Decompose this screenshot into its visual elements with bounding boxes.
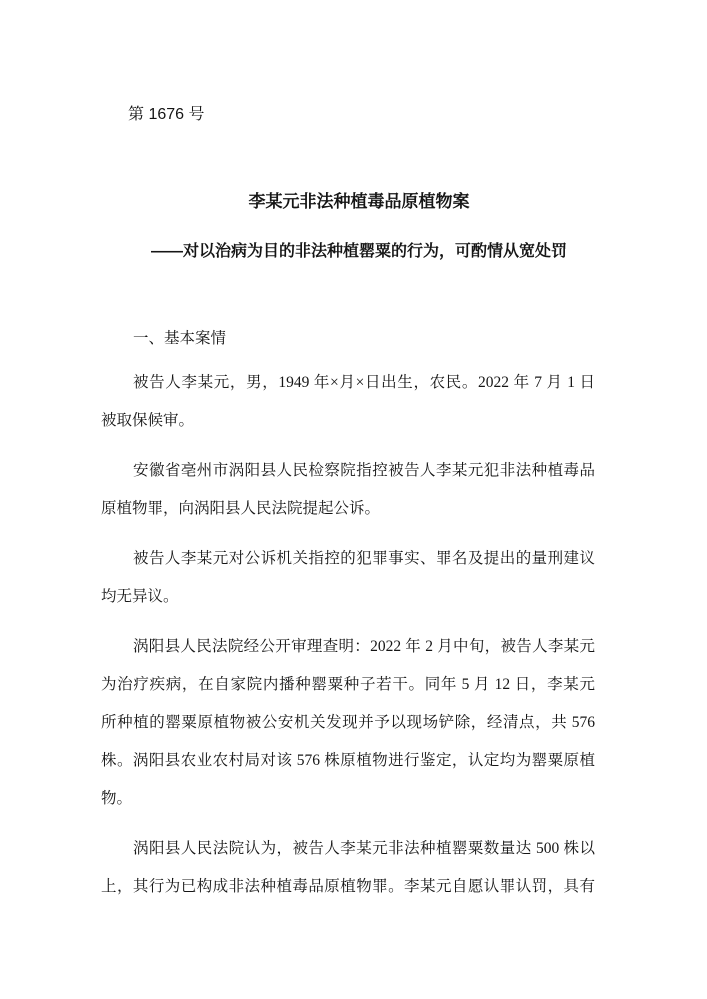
text-line: 被告人李某元对公诉机关指控的犯罪事实、罪名及提出的量刑建议 — [133, 550, 595, 567]
text-line: 物。 — [101, 790, 133, 807]
paragraph — [101, 364, 595, 440]
text-line: 为治疗疾病，在自家院内播种罂粟种子若干。同年 5 月 12 日，李某元 — [101, 676, 595, 693]
text-line: 原植物罪，向涡阳县人民法院提起公诉。 — [101, 500, 381, 517]
text-line: 株。涡阳县农业农村局对该 576 株原植物进行鉴定，认定均为罂粟原植 — [101, 752, 595, 769]
section-heading-text: 一、基本案情 — [133, 330, 227, 347]
text-line: 上，其行为已构成非法种植毒品原植物罪。李某元自愿认罪认罚，具有 — [101, 878, 595, 895]
paragraph — [101, 830, 595, 906]
text-line: 所种植的罂粟原植物被公安机关发现并予以现场铲除，经清点，共 576 — [101, 714, 595, 731]
section-heading — [101, 320, 595, 358]
text-line: 被取保候审。 — [101, 412, 195, 429]
paragraph — [101, 452, 595, 528]
case-title: 李某元非法种植毒品原植物案 — [248, 192, 470, 211]
text-line: 涡阳县人民法院认为，被告人李某元非法种植罂粟数量达 500 株以 — [133, 840, 595, 857]
doc-number: 第 1676 号 — [128, 106, 205, 123]
document-content — [0, 106, 707, 906]
paragraph — [101, 540, 595, 616]
case-subtitle: ——对以治病为目的非法种植罂粟的行为，可酌情从宽处罚 — [150, 243, 567, 260]
text-line: 安徽省亳州市涡阳县人民检察院指控被告人李某元犯非法种植毒品 — [133, 462, 595, 479]
paragraph — [101, 628, 595, 818]
text-line: 均无异议。 — [101, 588, 179, 605]
text-line: 涡阳县人民法院经公开审理查明：2022 年 2 月中旬，被告人李某元 — [133, 638, 595, 655]
text-line: 被告人李某元，男，1949 年×月×日出生，农民。2022 年 7 月 1 日 — [133, 374, 595, 391]
paragraphs — [101, 364, 595, 906]
